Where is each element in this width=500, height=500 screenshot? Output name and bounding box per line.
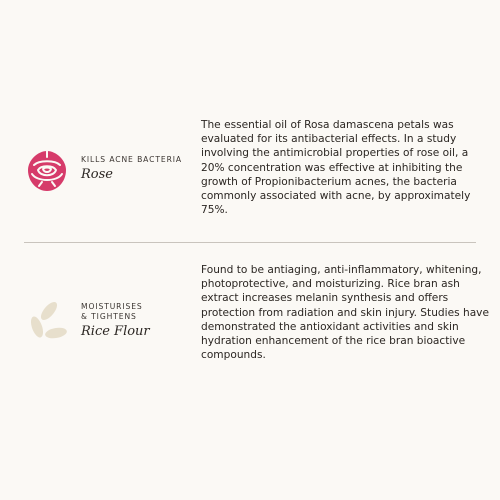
ingredient-rose-section <box>0 0 500 242</box>
rice-grains-icon <box>24 300 70 346</box>
ingredient-name: Rice Flour <box>81 324 150 339</box>
rose-icon <box>24 148 70 194</box>
benefit-line-2: & TIGHTENS <box>81 311 137 321</box>
ingredient-name: Rose <box>81 167 113 182</box>
ingredient-description: The essential oil of Rosa damascena petals was evaluated for its antibacterial effects. In a study involving the antimicrobial properties of rose oil, a 20% concentration was effective at inhibiting the growth of Propionibacterium acnes, the bacteria commonly associated with acne, by approximately 75%. <box>201 119 471 217</box>
benefit-line-1: MOISTURISES <box>81 302 143 311</box>
ingredient-rice-flour-section <box>0 243 500 500</box>
benefit-label: KILLS ACNE BACTERIA <box>81 155 182 164</box>
benefit-label <box>81 302 143 321</box>
ingredient-description: Found to be antiaging, anti-inflammatory, whitening, photoprotective, and moisturizing. Rice bran ash extract increases melanin synthesis and offers protection from radiation and skin injury. Studies have demonstrated the antioxidant activities and skin hydration enhancement of the rice bran bioactive compounds. <box>201 264 489 362</box>
